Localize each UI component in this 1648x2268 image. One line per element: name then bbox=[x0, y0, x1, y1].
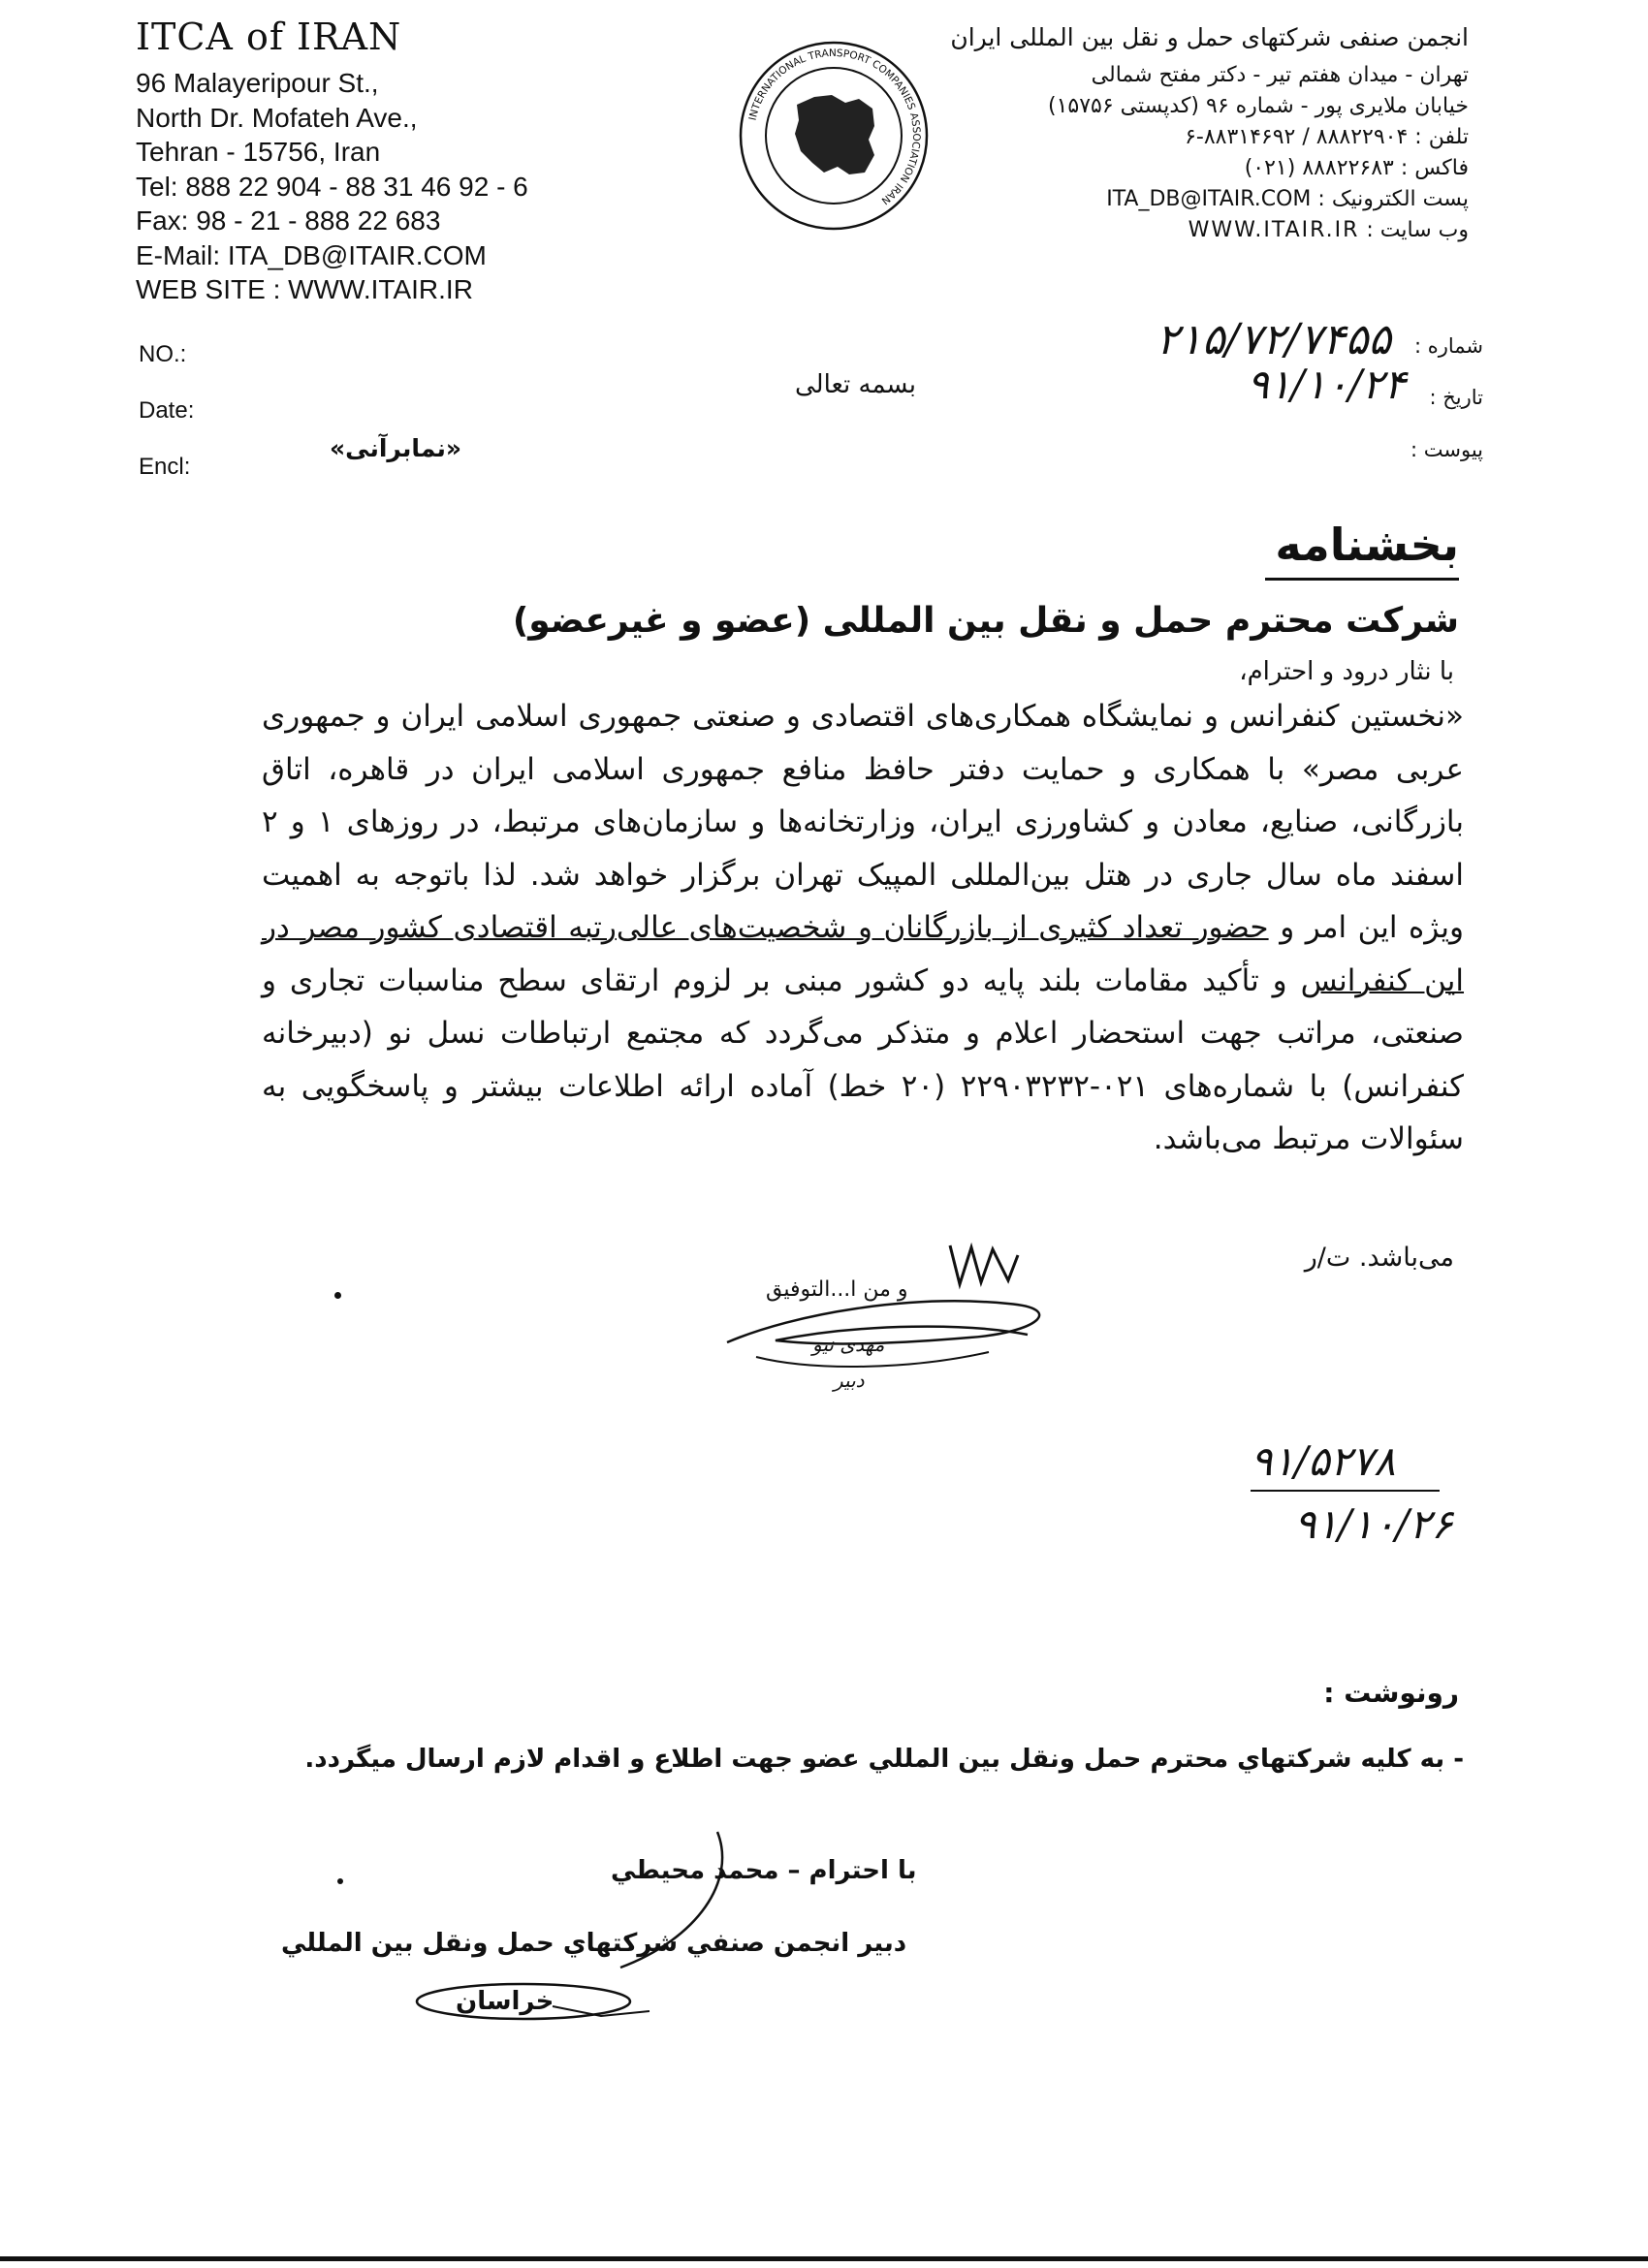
address-line-fa: خیابان ملایری پور - شماره ۹۶ (کدپستی ۱۵۷۵۶) bbox=[1048, 94, 1469, 118]
bismillah-heading: بسمه تعالی bbox=[795, 370, 916, 399]
address-block-fa bbox=[926, 21, 1469, 246]
association-logo bbox=[737, 39, 931, 233]
logo-ring-text: INTERNATIONAL TRANSPORT COMPANIES ASSOCIATION IRAN bbox=[746, 47, 923, 207]
handwritten-reference-date: ۹۱/۱۰/۲۶ bbox=[1294, 1500, 1453, 1548]
closing-phrase: و من ا...التوفیق bbox=[766, 1277, 908, 1302]
body-text-part: و تأکید مقامات بلند پایه دو کشور مبنی بر لزوم ارتقای سطح مناسبات تجاری و صنعتی، مراتب جهت استحضار اعلام و متذکر می‌گردد که مجتمع ارتباطات نسل نو (دبیرخانه کنفرانس) با شماره‌های ۰۲۱-۲۲۹۰۳۲۳۲ (۲۰ خط) آماده ارائه اطلاعات بیشتر و پاسخگویی به سئوالات مرتبط می‌باشد. bbox=[262, 962, 1464, 1156]
body-paragraph bbox=[262, 690, 1464, 1166]
copy-label: رونوشت : bbox=[1323, 1677, 1459, 1709]
letter-number: ۲۱۵/۷۲/۷۴۵۵ bbox=[1156, 315, 1391, 364]
organization-name-fa: انجمن صنفی شرکتهای حمل و نقل بین المللی ایران bbox=[950, 23, 1469, 51]
address-line: Tehran - 15756, Iran bbox=[136, 137, 381, 167]
phone-line-fa: تلفن : ۸۸۸۲۲۹۰۴ / ۸۸۳۱۴۶۹۲-۶ bbox=[1185, 125, 1469, 149]
addressee: شرکت محترم حمل و نقل بین المللی (عضو و غیرعضو) bbox=[512, 601, 1459, 641]
email-line: E-Mail: ITA_DB@ITAIR.COM bbox=[136, 239, 487, 270]
email-label-fa: پست الکترونیک : bbox=[1317, 187, 1469, 211]
page-bottom-edge bbox=[0, 2256, 1648, 2261]
number-label-fa: شماره : bbox=[1413, 334, 1483, 358]
phone-line: Tel: 888 22 904 - 88 31 46 92 - 6 bbox=[136, 171, 528, 202]
closing-reference: می‌باشد. ت/ر bbox=[1304, 1243, 1454, 1273]
letter-date: ۹۱/۱۰/۲۴ bbox=[1247, 361, 1406, 408]
province-name: خراسان bbox=[456, 1987, 555, 2016]
handwritten-reference-number: ۹۱/۵۲۷۸ bbox=[1251, 1437, 1396, 1485]
enclosure-label-en: Encl: bbox=[139, 454, 191, 480]
address-line: North Dr. Mofateh Ave., bbox=[136, 102, 418, 133]
fax-line-fa: فاکس : ۸۸۸۲۲۶۸۳ (۰۲۱) bbox=[1244, 156, 1469, 180]
forwarding-secretary: دبير انجمن صنفي شركتهاي حمل ونقل بين المللي bbox=[281, 1929, 907, 1958]
signature-name: مهدی نیو bbox=[812, 1333, 885, 1356]
body-text-part: «نخستین کنفرانس و نمایشگاه همکاری‌های اقتصادی و صنعتی جمهوری اسلامی ایران و جمهوری عربی مصر» با همکاری و حمایت دفتر حافظ منافع جمهوری اسلامی ایران در قاهره، اتاق بازرگانی، صنایع، معادن و کشاورزی ایران، وزارتخانه‌ها و سازمان‌های مرتبط، در روزهای ۱ و ۲ اسفند ماه سال جاری در هتل بین‌المللی المپیک تهران برگزار خواهد شد. لذا باتوجه به اهمیت ویژه این امر و bbox=[262, 699, 1465, 945]
number-label-en: NO.: bbox=[139, 341, 187, 367]
email-value: ITA_DB@ITAIR.COM bbox=[1106, 187, 1312, 211]
document-title: بخشنامه bbox=[1275, 519, 1459, 571]
signature-title: دبیر bbox=[834, 1369, 865, 1392]
website-line-fa bbox=[926, 215, 1469, 246]
date-label-en: Date: bbox=[139, 397, 195, 424]
date-label-fa: تاریخ : bbox=[1429, 386, 1483, 409]
address-line-fa: تهران - میدان هفتم تیر - دکتر مفتح شمالی bbox=[1091, 63, 1469, 87]
website-value: WWW.ITAIR.IR bbox=[1188, 218, 1360, 242]
stray-mark bbox=[334, 1292, 341, 1299]
fax-line: Fax: 98 - 21 - 888 22 683 bbox=[136, 205, 441, 236]
stray-mark bbox=[337, 1878, 343, 1884]
iran-map-icon bbox=[795, 95, 874, 174]
organization-name-en: ITCA of IRAN bbox=[136, 16, 402, 58]
email-line-fa bbox=[926, 184, 1469, 215]
regards-line: با احترام – محمد محيطي bbox=[611, 1856, 917, 1885]
handwritten-divider bbox=[1251, 1490, 1440, 1492]
address-line: 96 Malayeripour St., bbox=[136, 68, 379, 98]
website-label-fa: وب سایت : bbox=[1366, 218, 1469, 242]
website-line: WEB SITE : WWW.ITAIR.IR bbox=[136, 274, 473, 304]
title-underline bbox=[1265, 578, 1459, 581]
secretary-signature bbox=[717, 1226, 1125, 1391]
address-block-en bbox=[136, 66, 528, 307]
underlined-text: حضور تعداد کثیری از بازرگانان و شخصیت‌های عالی‌رتبه اقتصادی کشور مصر در این کنفرانس bbox=[262, 910, 1465, 998]
urgent-fax-mark: «نمابرآنی» bbox=[330, 434, 462, 462]
copy-text: - به کلیه شرکتهاي محترم حمل ونقل بين المللي عضو جهت اطلاع و اقدام لازم ارسال ميگردد. bbox=[304, 1745, 1464, 1774]
attachment-label-fa: پیوست : bbox=[1410, 438, 1483, 461]
greeting: با نثار درود و احترام، bbox=[1239, 657, 1454, 686]
